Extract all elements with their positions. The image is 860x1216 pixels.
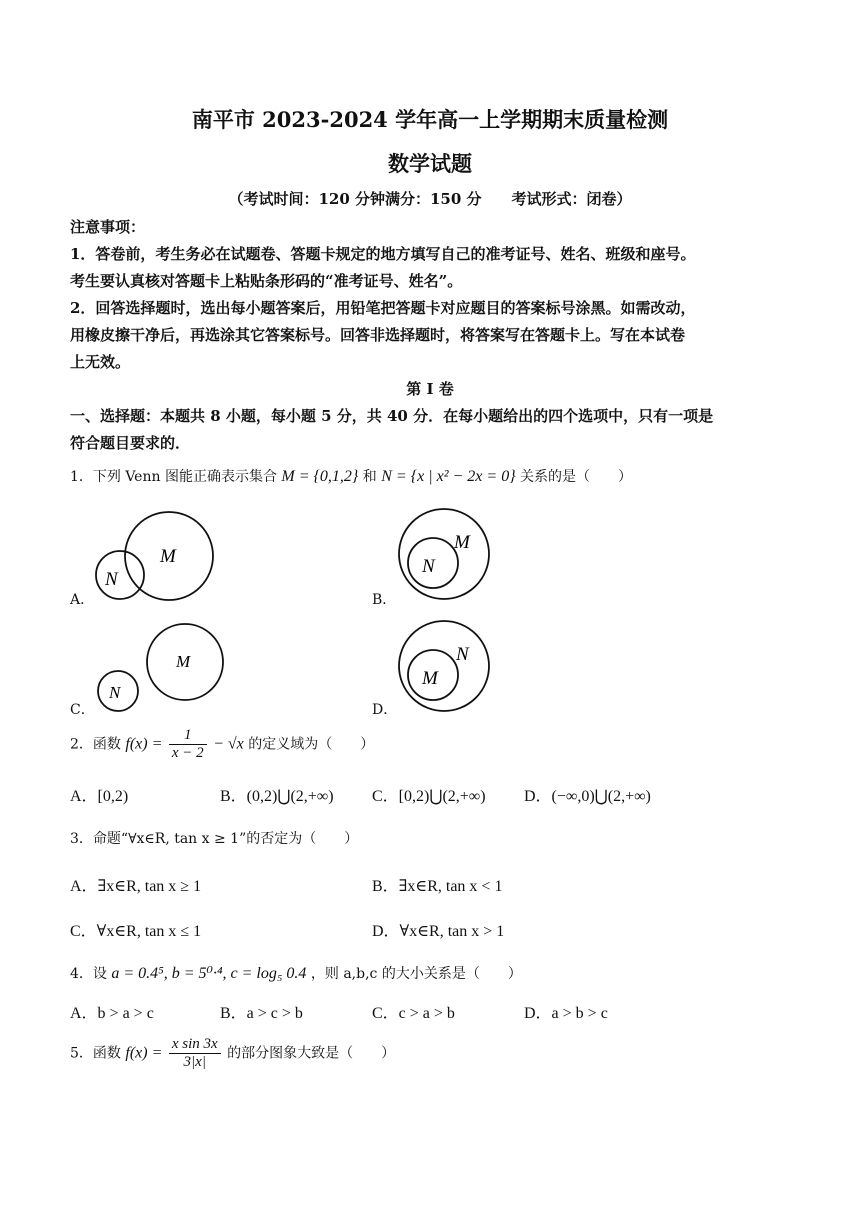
q1-set-n: N = {x | x² − 2x = 0} (381, 468, 516, 485)
q2-denominator: x − 2 (171, 745, 204, 761)
q3-option-b[interactable]: B．∃x∈R, tan x < 1 (372, 878, 503, 895)
q1-prefix: 1．下列 Venn 图能正确表示集合 (70, 469, 277, 485)
venn-option-c (90, 618, 230, 718)
q1-option-d[interactable]: D． (372, 702, 398, 718)
question-1-stem (70, 466, 632, 486)
exam-info: （考试时间：120 分钟满分：150 分 考试形式：闭卷） (228, 190, 632, 208)
venn-a-label-m: M (160, 546, 176, 567)
q2-fraction (169, 727, 207, 762)
q1-mid: 和 (362, 469, 377, 485)
question-3-stem: 3．命题“∀x∈R, tan x ≥ 1”的否定为（ ） (70, 831, 359, 847)
question-2-stem (70, 727, 374, 762)
venn-option-a (88, 504, 228, 604)
q2-option-c[interactable]: C．[0,2)⋃(2,+∞) (372, 788, 486, 805)
q1-set-m: M = {0,1,2} (281, 468, 359, 485)
q1-option-a[interactable]: A． (70, 592, 95, 608)
venn-option-b (393, 506, 493, 606)
q4-option-c[interactable]: C．c > a > b (372, 1005, 455, 1022)
q3-option-d[interactable]: D．∀x∈R, tan x > 1 (372, 923, 505, 940)
q2-numerator: 1 (169, 727, 207, 745)
volume-heading: 第 I 卷 (406, 380, 454, 398)
note-2-line-3: 上无效。 (70, 353, 131, 371)
q4-expr: a = 0.4⁵, b = 5⁰·⁴, c = log₅ 0.4 (111, 965, 307, 982)
venn-a-label-n: N (105, 569, 118, 590)
q5-denominator: 3|x| (183, 1054, 206, 1070)
q2-option-b[interactable]: B．(0,2)⋃(2,+∞) (220, 788, 334, 805)
q5-numerator: x sin 3x (169, 1036, 221, 1054)
question-4-stem (70, 963, 522, 983)
q3-option-c[interactable]: C．∀x∈R, tan x ≤ 1 (70, 923, 202, 940)
q2-tail: − √x (213, 735, 244, 753)
q2-prefix: 2．函数 (70, 736, 121, 753)
venn-c-label-n: N (109, 683, 121, 702)
q2-suffix: 的定义域为（ ） (248, 736, 375, 753)
q4-option-b[interactable]: B．a > c > b (220, 1005, 303, 1022)
venn-option-d (393, 618, 493, 718)
exam-title: 南平市 2023-2024 学年高一上学期期末质量检测 (191, 107, 669, 132)
notes-heading: 注意事项： (70, 218, 146, 236)
venn-d-label-n: N (456, 644, 469, 665)
note-2-line-1: 2．回答选择题时，选出每小题答案后，用铅笔把答题卡对应题目的答案标号涂黑。如需改动， (70, 299, 696, 317)
section-heading-line-1: 一、选择题：本题共 8 小题，每小题 5 分，共 40 分．在每小题给出的四个选项中，只有一项是 (70, 407, 714, 425)
q3-option-a[interactable]: A．∃x∈R, tan x ≥ 1 (70, 878, 202, 895)
note-1-line-2: 考生要认真核对答题卡上粘贴条形码的“准考证号、姓名”。 (70, 272, 463, 290)
q4-option-a[interactable]: A．b > a > c (70, 1005, 154, 1022)
venn-a-circle-n (96, 551, 144, 599)
q5-fx: f(x) = (125, 1044, 163, 1062)
q1-option-c[interactable]: C． (70, 702, 95, 718)
venn-d-label-m: M (422, 668, 438, 689)
question-5-stem (70, 1036, 395, 1071)
q4-prefix: 4．设 (70, 966, 107, 982)
q5-suffix: 的部分图象大致是（ ） (227, 1045, 396, 1062)
section-heading-line-2: 符合题目要求的． (70, 434, 191, 452)
q2-fx: f(x) = (125, 735, 163, 753)
q4-option-d[interactable]: D．a > b > c (524, 1005, 608, 1022)
note-2-line-2: 用橡皮擦干净后，再选涂其它答案标号。回答非选择题时，将答案写在答题卡上。写在本试卷 (70, 326, 686, 344)
venn-b-label-m: M (454, 532, 470, 553)
q5-prefix: 5．函数 (70, 1045, 121, 1062)
q2-option-d[interactable]: D．(−∞,0)⋃(2,+∞) (524, 788, 651, 805)
q2-option-a[interactable]: A．[0,2) (70, 788, 129, 805)
exam-subtitle: 数学试题 (388, 151, 472, 176)
q1-suffix: 关系的是（ ） (520, 469, 633, 485)
venn-c-label-m: M (176, 652, 191, 671)
q5-fraction (169, 1036, 221, 1071)
venn-b-label-n: N (422, 556, 435, 577)
q1-option-b[interactable]: B． (372, 592, 397, 608)
q4-suffix: ，则 a,b,c 的大小关系是（ ） (310, 966, 522, 982)
note-1-line-1: 1．答卷前，考生务必在试题卷、答题卡规定的地方填写自己的准考证号、姓名、班级和座号。 (70, 245, 696, 263)
